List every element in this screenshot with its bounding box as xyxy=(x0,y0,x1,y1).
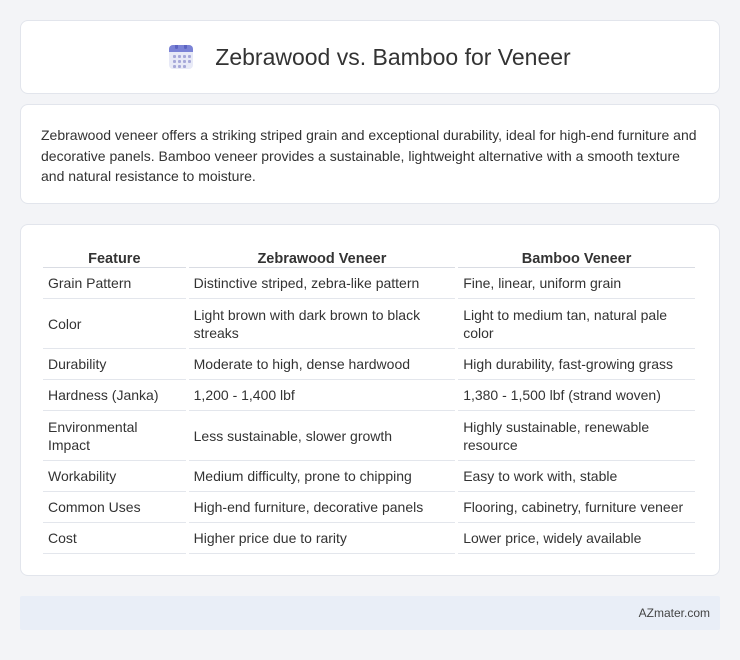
zebrawood-cell: Light brown with dark brown to black streaks xyxy=(189,299,456,349)
bamboo-cell: Flooring, cabinetry, furniture veneer xyxy=(458,492,695,523)
description-card xyxy=(20,104,720,204)
comparison-table-card xyxy=(20,224,720,576)
calendar-icon xyxy=(169,45,193,69)
zebrawood-cell: Distinctive striped, zebra-like pattern xyxy=(189,268,456,299)
zebrawood-cell: Less sustainable, slower growth xyxy=(189,411,456,461)
zebrawood-cell: Moderate to high, dense hardwood xyxy=(189,349,456,380)
bamboo-cell: High durability, fast-growing grass xyxy=(458,349,695,380)
table-row xyxy=(43,268,695,299)
zebrawood-cell: 1,200 - 1,400 lbf xyxy=(189,380,456,411)
bamboo-cell: Fine, linear, uniform grain xyxy=(458,268,695,299)
title-card xyxy=(20,20,720,94)
zebrawood-cell: Higher price due to rarity xyxy=(189,523,456,554)
feature-cell: Durability xyxy=(43,349,186,380)
footer-source: AZmater.com xyxy=(638,606,710,620)
bamboo-cell: Lower price, widely available xyxy=(458,523,695,554)
table-row xyxy=(43,299,695,349)
description-text: Zebrawood veneer offers a striking striped grain and exceptional durability, ideal for high-end furniture and decorative panels. Bamboo veneer provides a sustainable, lightweight alternative with a smooth texture and natural resistance to moisture. xyxy=(41,127,697,184)
footer-bar xyxy=(20,596,720,630)
table-header-row xyxy=(43,247,695,268)
table-row xyxy=(43,492,695,523)
bamboo-cell: Easy to work with, stable xyxy=(458,461,695,492)
column-header-zebrawood: Zebrawood Veneer xyxy=(189,247,456,268)
zebrawood-cell: High-end furniture, decorative panels xyxy=(189,492,456,523)
comparison-table xyxy=(40,247,698,554)
feature-cell: Cost xyxy=(43,523,186,554)
bamboo-cell: Light to medium tan, natural pale color xyxy=(458,299,695,349)
table-row xyxy=(43,411,695,461)
feature-cell: Color xyxy=(43,299,186,349)
feature-cell: Common Uses xyxy=(43,492,186,523)
table-row xyxy=(43,523,695,554)
feature-cell: Workability xyxy=(43,461,186,492)
zebrawood-cell: Medium difficulty, prone to chipping xyxy=(189,461,456,492)
feature-cell: Environmental Impact xyxy=(43,411,186,461)
table-row xyxy=(43,349,695,380)
feature-cell: Hardness (Janka) xyxy=(43,380,186,411)
feature-cell: Grain Pattern xyxy=(43,268,186,299)
page-title: Zebrawood vs. Bamboo for Veneer xyxy=(215,43,571,70)
column-header-bamboo: Bamboo Veneer xyxy=(458,247,695,268)
table-row xyxy=(43,380,695,411)
bamboo-cell: Highly sustainable, renewable resource xyxy=(458,411,695,461)
table-row xyxy=(43,461,695,492)
column-header-feature: Feature xyxy=(43,247,186,268)
bamboo-cell: 1,380 - 1,500 lbf (strand woven) xyxy=(458,380,695,411)
